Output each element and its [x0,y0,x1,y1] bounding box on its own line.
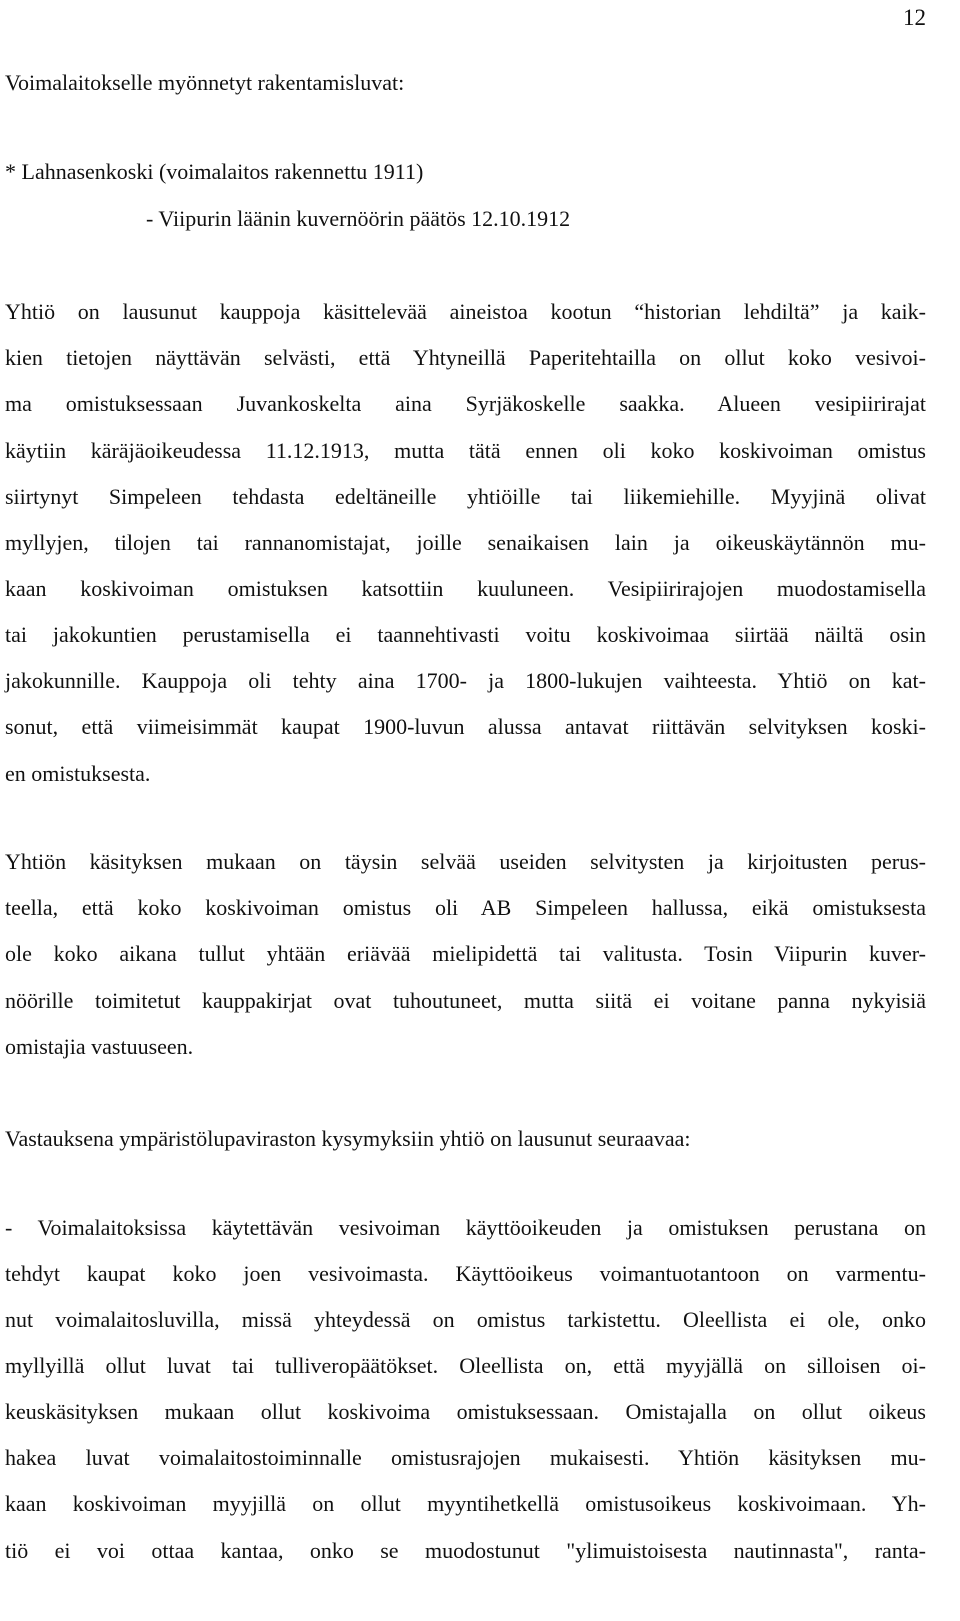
paragraph-line: Vastauksena ympäristölupaviraston kysymyksiin yhtiö on lausunut seuraavaa: [5,1126,691,1151]
paragraph-line: ole koko aikana tullut yhtään eriävää mielipidettä tai valitusta. Tosin Viipurin kuver- [5,941,926,966]
paragraph-line: tehdyt kaupat koko joen vesivoimasta. Käyttöoikeus voimantuotantoon on varmentu- [5,1261,926,1286]
paragraph-line: jakokunnille. Kauppoja oli tehty aina 1700- ja 1800-lukujen vaihteesta. Yhtiö on kat- [5,668,926,693]
paragraph-line: Yhtiö on lausunut kauppoja käsittelevää aineistoa kootun “historian lehdiltä” ja kaik- [5,299,926,324]
paragraph-line: siirtynyt Simpeleen tehdasta edeltäneille yhtiöille tai liikemiehille. Myyjinä olivat [5,484,926,509]
paragraph-line: ma omistuksessaan Juvankoskelta aina Syrjäkoskelle saakka. Alueen vesipiirirajat [5,391,926,416]
paragraph-line: käytiin käräjäoikeudessa 11.12.1913, mutta tätä ennen oli koko koskivoiman omistus [5,438,926,463]
page-number: 12 [903,5,926,30]
paragraph-line: Yhtiön käsityksen mukaan on täysin selvää useiden selvitysten ja kirjoitusten perus- [5,849,926,874]
paragraph-line: keuskäsityksen mukaan ollut koskivoima omistuksessaan. Omistajalla on ollut oikeus [5,1399,926,1424]
paragraph-line: nöörille toimitetut kauppakirjat ovat tuhoutuneet, mutta siitä ei voitane panna nykyisiä [5,988,926,1013]
paragraph-line: myllyillä ollut luvat tai tulliveropäätökset. Oleellista on, että myyjällä on silloisen oi- [5,1353,926,1378]
paragraph-line: omistajia vastuuseen. [5,1034,194,1059]
paragraph-line: kaan koskivoiman omistuksen katsottiin kuuluneen. Vesipiirirajojen muodostamisella [5,576,926,601]
paragraph-line: myllyjen, tilojen tai rannanomistajat, joille senaikaisen lain ja oikeuskäytännön mu- [5,530,926,555]
paragraph-line: en omistuksesta. [5,761,151,786]
paragraph-line: tiö ei voi ottaa kantaa, onko se muodostunut "ylimuistoisesta nautinnasta", ranta- [5,1538,926,1563]
permit-decision: - Viipurin läänin kuvernöörin päätös 12.10.1912 [146,206,571,231]
paragraph-line: teella, että koko koskivoiman omistus oli AB Simpeleen hallussa, eikä omistuksesta [5,895,926,920]
paragraph-line: sonut, että viimeisimmät kaupat 1900-luvun alussa antavat riittävän selvityksen koski- [5,714,926,739]
permit-item: * Lahnasenkoski (voimalaitos rakennettu 1911) [5,159,424,184]
paragraph-line: nut voimalaitosluvilla, missä yhteydessä on omistus tarkistettu. Oleellista ei ole, onko [5,1307,926,1332]
paragraph-line: - Voimalaitoksissa käytettävän vesivoiman käyttöoikeuden ja omistuksen perustana on [5,1215,926,1240]
section-heading: Voimalaitokselle myönnetyt rakentamisluvat: [5,70,405,95]
paragraph-line: tai jakokuntien perustamisella ei taannehtivasti voitu koskivoimaa siirtää näiltä osin [5,622,926,647]
paragraph-line: kaan koskivoiman myyjillä on ollut myyntihetkellä omistusoikeus koskivoimaan. Yh- [5,1491,926,1516]
paragraph-line: hakea luvat voimalaitostoiminnalle omistusrajojen mukaisesti. Yhtiön käsityksen mu- [5,1445,926,1470]
paragraph-line: kien tietojen näyttävän selvästi, että Yhtyneillä Paperitehtailla on ollut koko vesivoi- [5,345,926,370]
